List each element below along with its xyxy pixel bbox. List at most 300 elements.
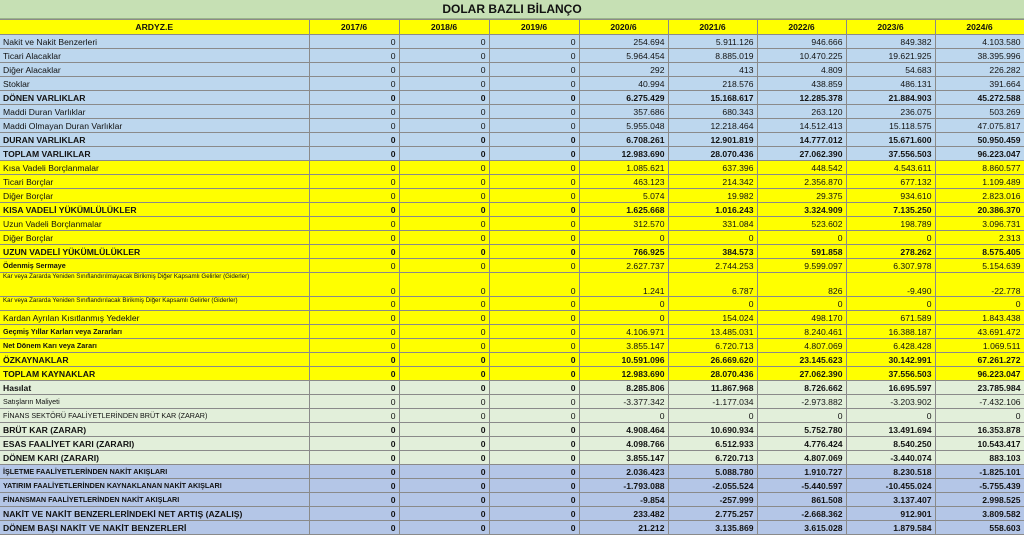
value-cell[interactable]: 21.212 (579, 521, 668, 535)
value-cell[interactable]: 0 (399, 409, 489, 423)
value-cell[interactable]: 766.925 (579, 245, 668, 259)
row-label-cell[interactable]: Diğer Borçlar (0, 231, 309, 245)
value-cell[interactable]: 0 (489, 507, 579, 521)
value-cell[interactable]: 3.324.909 (757, 203, 846, 217)
value-cell[interactable]: 0 (399, 273, 489, 297)
value-cell[interactable]: 0 (399, 259, 489, 273)
value-cell[interactable]: 0 (489, 203, 579, 217)
value-cell[interactable]: 15.168.617 (668, 91, 757, 105)
value-cell[interactable]: 5.911.126 (668, 35, 757, 49)
value-cell[interactable]: 0 (309, 437, 399, 451)
row-label-cell[interactable]: Uzun Vadeli Borçlanmalar (0, 217, 309, 231)
year-header[interactable]: 2020/6 (579, 20, 668, 35)
value-cell[interactable]: 0 (399, 91, 489, 105)
row-label-cell[interactable]: TOPLAM KAYNAKLAR (0, 367, 309, 381)
value-cell[interactable]: 0 (489, 175, 579, 189)
value-cell[interactable]: 0 (489, 521, 579, 535)
row-label-cell[interactable]: ÖZKAYNAKLAR (0, 353, 309, 367)
value-cell[interactable]: 0 (489, 217, 579, 231)
value-cell[interactable]: 0 (489, 493, 579, 507)
value-cell[interactable]: 0 (309, 367, 399, 381)
value-cell[interactable]: 8.726.662 (757, 381, 846, 395)
value-cell[interactable]: 523.602 (757, 217, 846, 231)
value-cell[interactable]: 263.120 (757, 105, 846, 119)
row-label-cell[interactable]: FİNANSMAN FAALİYETLERİNDEN NAKİT AKIŞLARI (0, 493, 309, 507)
value-cell[interactable]: 2.744.253 (668, 259, 757, 273)
value-cell[interactable]: 0 (309, 259, 399, 273)
value-cell[interactable]: 0 (309, 49, 399, 63)
value-cell[interactable]: 4.543.611 (846, 161, 935, 175)
value-cell[interactable]: 0 (489, 147, 579, 161)
value-cell[interactable]: 1.016.243 (668, 203, 757, 217)
value-cell[interactable]: 4.908.464 (579, 423, 668, 437)
value-cell[interactable]: 1.109.489 (935, 175, 1024, 189)
value-cell[interactable]: 0 (309, 245, 399, 259)
value-cell[interactable]: 0 (668, 409, 757, 423)
value-cell[interactable]: 96.223.047 (935, 147, 1024, 161)
value-cell[interactable]: 6.307.978 (846, 259, 935, 273)
value-cell[interactable]: 10.591.096 (579, 353, 668, 367)
value-cell[interactable]: 0 (309, 273, 399, 297)
value-cell[interactable]: 0 (309, 161, 399, 175)
value-cell[interactable]: 637.396 (668, 161, 757, 175)
value-cell[interactable]: 826 (757, 273, 846, 297)
value-cell[interactable]: 9.599.097 (757, 259, 846, 273)
value-cell[interactable]: 292 (579, 63, 668, 77)
value-cell[interactable]: -2.055.524 (668, 479, 757, 493)
value-cell[interactable]: 47.075.817 (935, 119, 1024, 133)
value-cell[interactable]: 0 (399, 367, 489, 381)
value-cell[interactable]: 331.084 (668, 217, 757, 231)
row-label-cell[interactable]: KISA VADELİ YÜKÜMLÜLÜKLER (0, 203, 309, 217)
value-cell[interactable]: 0 (309, 493, 399, 507)
value-cell[interactable]: 680.343 (668, 105, 757, 119)
value-cell[interactable]: 0 (399, 77, 489, 91)
value-cell[interactable]: 0 (579, 409, 668, 423)
value-cell[interactable]: 463.123 (579, 175, 668, 189)
row-label-cell[interactable]: Maddi Olmayan Duran Varlıklar (0, 119, 309, 133)
row-label-cell[interactable]: Nakit ve Nakit Benzerleri (0, 35, 309, 49)
value-cell[interactable]: 0 (489, 297, 579, 311)
value-cell[interactable]: 15.671.600 (846, 133, 935, 147)
value-cell[interactable]: 0 (309, 451, 399, 465)
value-cell[interactable]: 0 (489, 189, 579, 203)
value-cell[interactable]: 8.240.461 (757, 325, 846, 339)
value-cell[interactable]: 0 (309, 91, 399, 105)
value-cell[interactable]: 6.708.261 (579, 133, 668, 147)
row-label-cell[interactable]: TOPLAM VARLIKLAR (0, 147, 309, 161)
value-cell[interactable]: 0 (757, 231, 846, 245)
value-cell[interactable]: -5.440.597 (757, 479, 846, 493)
value-cell[interactable]: 2.356.870 (757, 175, 846, 189)
row-label-cell[interactable]: DURAN VARLIKLAR (0, 133, 309, 147)
value-cell[interactable]: 30.142.991 (846, 353, 935, 367)
value-cell[interactable]: 5.154.639 (935, 259, 1024, 273)
value-cell[interactable]: -2.973.882 (757, 395, 846, 409)
value-cell[interactable]: 0 (309, 231, 399, 245)
row-label-cell[interactable]: DÖNEM KARI (ZARARI) (0, 451, 309, 465)
value-cell[interactable]: 883.103 (935, 451, 1024, 465)
value-cell[interactable]: 16.388.187 (846, 325, 935, 339)
value-cell[interactable]: 0 (668, 297, 757, 311)
value-cell[interactable]: 19.621.925 (846, 49, 935, 63)
value-cell[interactable]: 0 (309, 133, 399, 147)
value-cell[interactable]: 0 (399, 339, 489, 353)
value-cell[interactable]: 503.269 (935, 105, 1024, 119)
value-cell[interactable]: -7.432.106 (935, 395, 1024, 409)
value-cell[interactable]: 0 (309, 147, 399, 161)
value-cell[interactable]: 0 (489, 77, 579, 91)
value-cell[interactable]: 8.540.250 (846, 437, 935, 451)
value-cell[interactable]: 0 (489, 437, 579, 451)
row-label-cell[interactable]: NAKİT VE NAKİT BENZERLERİNDEKİ NET ARTIŞ (AZALIŞ) (0, 507, 309, 521)
value-cell[interactable]: 67.261.272 (935, 353, 1024, 367)
value-cell[interactable]: 0 (489, 231, 579, 245)
value-cell[interactable]: 946.666 (757, 35, 846, 49)
value-cell[interactable]: 2.627.737 (579, 259, 668, 273)
value-cell[interactable]: -3.203.902 (846, 395, 935, 409)
value-cell[interactable]: 413 (668, 63, 757, 77)
value-cell[interactable]: 4.807.069 (757, 451, 846, 465)
value-cell[interactable]: 3.855.147 (579, 451, 668, 465)
value-cell[interactable]: 0 (846, 297, 935, 311)
value-cell[interactable]: 0 (309, 479, 399, 493)
value-cell[interactable]: 0 (489, 273, 579, 297)
value-cell[interactable]: 2.998.525 (935, 493, 1024, 507)
value-cell[interactable]: 0 (309, 521, 399, 535)
value-cell[interactable]: 0 (399, 147, 489, 161)
row-label-cell[interactable]: Maddi Duran Varlıklar (0, 105, 309, 119)
value-cell[interactable]: 498.170 (757, 311, 846, 325)
value-cell[interactable]: 0 (309, 203, 399, 217)
value-cell[interactable]: 6.275.429 (579, 91, 668, 105)
value-cell[interactable]: 1.069.511 (935, 339, 1024, 353)
value-cell[interactable]: 0 (489, 35, 579, 49)
value-cell[interactable]: 0 (489, 63, 579, 77)
value-cell[interactable]: 37.556.503 (846, 367, 935, 381)
value-cell[interactable]: 0 (309, 77, 399, 91)
value-cell[interactable]: 12.285.378 (757, 91, 846, 105)
row-label-cell[interactable]: Ticari Alacaklar (0, 49, 309, 63)
value-cell[interactable]: 5.964.454 (579, 49, 668, 63)
row-label-cell[interactable]: Ticari Borçlar (0, 175, 309, 189)
value-cell[interactable]: 10.470.225 (757, 49, 846, 63)
value-cell[interactable]: 198.789 (846, 217, 935, 231)
value-cell[interactable]: 0 (399, 297, 489, 311)
value-cell[interactable]: 934.610 (846, 189, 935, 203)
value-cell[interactable]: 0 (399, 423, 489, 437)
value-cell[interactable]: 23.145.623 (757, 353, 846, 367)
value-cell[interactable]: 8.285.806 (579, 381, 668, 395)
value-cell[interactable]: -257.999 (668, 493, 757, 507)
value-cell[interactable]: 0 (489, 367, 579, 381)
year-header[interactable]: 2017/6 (309, 20, 399, 35)
value-cell[interactable]: 15.118.575 (846, 119, 935, 133)
value-cell[interactable]: 0 (489, 395, 579, 409)
value-cell[interactable]: 391.664 (935, 77, 1024, 91)
row-label-cell[interactable]: Kar veya Zararda Yeniden Sınıflandırılacak Birikmiş Diğer Kapsamlı Gelirler (Giderler) (0, 297, 309, 311)
value-cell[interactable]: 677.132 (846, 175, 935, 189)
row-label-cell[interactable]: İŞLETME FAALİYETLERİNDEN NAKİT AKIŞLARI (0, 465, 309, 479)
value-cell[interactable]: 278.262 (846, 245, 935, 259)
value-cell[interactable]: 0 (399, 49, 489, 63)
value-cell[interactable]: 1.625.668 (579, 203, 668, 217)
value-cell[interactable]: 0 (399, 175, 489, 189)
value-cell[interactable]: 4.106.971 (579, 325, 668, 339)
value-cell[interactable]: 0 (489, 105, 579, 119)
value-cell[interactable]: 14.777.012 (757, 133, 846, 147)
value-cell[interactable]: 233.482 (579, 507, 668, 521)
value-cell[interactable]: 0 (489, 339, 579, 353)
value-cell[interactable]: 0 (309, 507, 399, 521)
value-cell[interactable]: 37.556.503 (846, 147, 935, 161)
value-cell[interactable]: 0 (489, 465, 579, 479)
value-cell[interactable]: 0 (399, 189, 489, 203)
value-cell[interactable]: 0 (489, 91, 579, 105)
value-cell[interactable]: 12.983.690 (579, 367, 668, 381)
value-cell[interactable]: 1.879.584 (846, 521, 935, 535)
value-cell[interactable]: 0 (489, 245, 579, 259)
value-cell[interactable]: 591.858 (757, 245, 846, 259)
row-label-cell[interactable]: Diğer Alacaklar (0, 63, 309, 77)
value-cell[interactable]: 20.386.370 (935, 203, 1024, 217)
row-label-cell[interactable]: DÖNEN VARLIKLAR (0, 91, 309, 105)
value-cell[interactable]: 0 (309, 119, 399, 133)
value-cell[interactable]: 0 (399, 161, 489, 175)
value-cell[interactable]: 6.787 (668, 273, 757, 297)
value-cell[interactable]: 438.859 (757, 77, 846, 91)
value-cell[interactable]: 4.776.424 (757, 437, 846, 451)
row-label-cell[interactable]: YATIRIM FAALİYETLERİNDEN KAYNAKLANAN NAKİT AKIŞLARI (0, 479, 309, 493)
value-cell[interactable]: 27.062.390 (757, 367, 846, 381)
row-label-cell[interactable]: Diğer Borçlar (0, 189, 309, 203)
value-cell[interactable]: 0 (309, 465, 399, 479)
value-cell[interactable]: 226.282 (935, 63, 1024, 77)
value-cell[interactable]: -1.793.088 (579, 479, 668, 493)
row-label-cell[interactable]: Net Dönem Karı veya Zararı (0, 339, 309, 353)
value-cell[interactable]: 0 (399, 105, 489, 119)
value-cell[interactable]: 12.901.819 (668, 133, 757, 147)
value-cell[interactable]: -9.490 (846, 273, 935, 297)
value-cell[interactable]: -3.377.342 (579, 395, 668, 409)
value-cell[interactable]: 0 (399, 203, 489, 217)
value-cell[interactable]: 254.694 (579, 35, 668, 49)
value-cell[interactable]: 0 (399, 381, 489, 395)
value-cell[interactable]: -9.854 (579, 493, 668, 507)
value-cell[interactable]: 0 (846, 409, 935, 423)
value-cell[interactable]: 54.683 (846, 63, 935, 77)
value-cell[interactable]: 5.088.780 (668, 465, 757, 479)
value-cell[interactable]: 2.775.257 (668, 507, 757, 521)
value-cell[interactable]: 0 (489, 133, 579, 147)
value-cell[interactable]: 5.752.780 (757, 423, 846, 437)
value-cell[interactable]: 0 (399, 437, 489, 451)
value-cell[interactable]: 0 (579, 311, 668, 325)
value-cell[interactable]: 312.570 (579, 217, 668, 231)
value-cell[interactable]: 0 (309, 175, 399, 189)
value-cell[interactable]: 0 (399, 311, 489, 325)
value-cell[interactable]: 50.950.459 (935, 133, 1024, 147)
value-cell[interactable]: 0 (489, 479, 579, 493)
value-cell[interactable]: -5.755.439 (935, 479, 1024, 493)
value-cell[interactable]: 0 (757, 409, 846, 423)
value-cell[interactable]: 3.096.731 (935, 217, 1024, 231)
row-label-cell[interactable]: Geçmiş Yıllar Karları veya Zararları (0, 325, 309, 339)
value-cell[interactable]: 96.223.047 (935, 367, 1024, 381)
value-cell[interactable]: -3.440.074 (846, 451, 935, 465)
value-cell[interactable]: 1.910.727 (757, 465, 846, 479)
value-cell[interactable]: 16.353.878 (935, 423, 1024, 437)
value-cell[interactable]: 3.135.869 (668, 521, 757, 535)
value-cell[interactable]: 8.860.577 (935, 161, 1024, 175)
value-cell[interactable]: 0 (489, 409, 579, 423)
value-cell[interactable]: 23.785.984 (935, 381, 1024, 395)
row-label-cell[interactable]: Kar veya Zararda Yeniden Sınıflandırılmayacak Birikmiş Diğer Kapsamlı Gelirler (Giderler) (0, 273, 309, 297)
value-cell[interactable]: 0 (309, 395, 399, 409)
value-cell[interactable]: 0 (309, 381, 399, 395)
value-cell[interactable]: 0 (935, 297, 1024, 311)
value-cell[interactable]: 0 (579, 297, 668, 311)
value-cell[interactable]: 0 (309, 35, 399, 49)
value-cell[interactable]: 28.070.436 (668, 147, 757, 161)
value-cell[interactable]: 10.543.417 (935, 437, 1024, 451)
value-cell[interactable]: -10.455.024 (846, 479, 935, 493)
value-cell[interactable]: 214.342 (668, 175, 757, 189)
value-cell[interactable]: -1.177.034 (668, 395, 757, 409)
value-cell[interactable]: 0 (668, 231, 757, 245)
value-cell[interactable]: 0 (489, 325, 579, 339)
value-cell[interactable]: 448.542 (757, 161, 846, 175)
value-cell[interactable]: 2.823.016 (935, 189, 1024, 203)
row-label-cell[interactable]: ESAS FAALİYET KARI (ZARARI) (0, 437, 309, 451)
value-cell[interactable]: 0 (309, 297, 399, 311)
year-header[interactable]: 2021/6 (668, 20, 757, 35)
value-cell[interactable]: 0 (309, 353, 399, 367)
value-cell[interactable]: 0 (399, 119, 489, 133)
value-cell[interactable]: 7.135.250 (846, 203, 935, 217)
value-cell[interactable]: 4.103.580 (935, 35, 1024, 49)
value-cell[interactable]: 40.994 (579, 77, 668, 91)
value-cell[interactable]: 28.070.436 (668, 367, 757, 381)
value-cell[interactable]: 671.589 (846, 311, 935, 325)
value-cell[interactable]: 849.382 (846, 35, 935, 49)
value-cell[interactable]: 0 (399, 395, 489, 409)
value-cell[interactable]: 0 (399, 325, 489, 339)
row-label-cell[interactable]: Ödenmiş Sermaye (0, 259, 309, 273)
row-label-cell[interactable]: Stoklar (0, 77, 309, 91)
value-cell[interactable]: 26.669.620 (668, 353, 757, 367)
value-cell[interactable]: 21.884.903 (846, 91, 935, 105)
value-cell[interactable]: 4.098.766 (579, 437, 668, 451)
value-cell[interactable]: 12.983.690 (579, 147, 668, 161)
value-cell[interactable]: 0 (935, 409, 1024, 423)
value-cell[interactable]: 0 (399, 231, 489, 245)
value-cell[interactable]: 0 (309, 217, 399, 231)
value-cell[interactable]: 154.024 (668, 311, 757, 325)
value-cell[interactable]: -2.668.362 (757, 507, 846, 521)
value-cell[interactable]: 0 (399, 353, 489, 367)
value-cell[interactable]: 0 (399, 507, 489, 521)
value-cell[interactable]: 0 (399, 63, 489, 77)
value-cell[interactable]: 0 (489, 451, 579, 465)
value-cell[interactable]: 19.982 (668, 189, 757, 203)
value-cell[interactable]: 357.686 (579, 105, 668, 119)
value-cell[interactable]: 0 (399, 451, 489, 465)
value-cell[interactable]: 0 (399, 465, 489, 479)
value-cell[interactable]: 0 (489, 49, 579, 63)
value-cell[interactable]: 3.855.147 (579, 339, 668, 353)
value-cell[interactable]: 8.230.518 (846, 465, 935, 479)
value-cell[interactable]: 218.576 (668, 77, 757, 91)
value-cell[interactable]: 0 (579, 231, 668, 245)
value-cell[interactable]: 1.085.621 (579, 161, 668, 175)
value-cell[interactable]: 3.809.582 (935, 507, 1024, 521)
value-cell[interactable]: 3.615.028 (757, 521, 846, 535)
year-header[interactable]: 2023/6 (846, 20, 935, 35)
value-cell[interactable]: 0 (399, 133, 489, 147)
value-cell[interactable]: 0 (309, 409, 399, 423)
value-cell[interactable]: 0 (309, 423, 399, 437)
value-cell[interactable]: 4.807.069 (757, 339, 846, 353)
value-cell[interactable]: 1.843.438 (935, 311, 1024, 325)
value-cell[interactable]: 43.691.472 (935, 325, 1024, 339)
value-cell[interactable]: 558.603 (935, 521, 1024, 535)
value-cell[interactable]: 0 (399, 479, 489, 493)
value-cell[interactable]: 486.131 (846, 77, 935, 91)
value-cell[interactable]: 27.062.390 (757, 147, 846, 161)
value-cell[interactable]: 10.690.934 (668, 423, 757, 437)
value-cell[interactable]: 0 (757, 297, 846, 311)
value-cell[interactable]: 14.512.413 (757, 119, 846, 133)
value-cell[interactable]: 0 (399, 35, 489, 49)
value-cell[interactable]: 912.901 (846, 507, 935, 521)
year-header[interactable]: 2022/6 (757, 20, 846, 35)
value-cell[interactable]: 29.375 (757, 189, 846, 203)
value-cell[interactable]: 0 (399, 521, 489, 535)
row-label-cell[interactable]: FİNANS SEKTÖRÜ FAALİYETLERİNDEN BRÜT KAR (ZARAR) (0, 409, 309, 423)
value-cell[interactable]: 8.885.019 (668, 49, 757, 63)
value-cell[interactable]: 0 (846, 231, 935, 245)
value-cell[interactable]: 0 (309, 339, 399, 353)
value-cell[interactable]: 0 (489, 423, 579, 437)
year-header[interactable]: 2019/6 (489, 20, 579, 35)
value-cell[interactable]: 2.036.423 (579, 465, 668, 479)
value-cell[interactable]: 0 (309, 325, 399, 339)
value-cell[interactable]: 0 (309, 63, 399, 77)
value-cell[interactable]: 0 (309, 105, 399, 119)
row-label-cell[interactable]: Kısa Vadeli Borçlanmalar (0, 161, 309, 175)
value-cell[interactable]: 0 (489, 311, 579, 325)
value-cell[interactable]: 4.809 (757, 63, 846, 77)
value-cell[interactable]: 0 (399, 217, 489, 231)
row-label-cell[interactable]: Hasılat (0, 381, 309, 395)
value-cell[interactable]: 236.075 (846, 105, 935, 119)
value-cell[interactable]: 0 (489, 259, 579, 273)
row-label-cell[interactable]: DÖNEM BAŞI NAKİT VE NAKİT BENZERLERİ (0, 521, 309, 535)
value-cell[interactable]: 6.720.713 (668, 339, 757, 353)
value-cell[interactable]: 45.272.588 (935, 91, 1024, 105)
value-cell[interactable]: -22.778 (935, 273, 1024, 297)
value-cell[interactable]: 12.218.464 (668, 119, 757, 133)
value-cell[interactable]: 5.955.048 (579, 119, 668, 133)
value-cell[interactable]: 861.508 (757, 493, 846, 507)
value-cell[interactable]: 0 (399, 245, 489, 259)
value-cell[interactable]: 0 (309, 311, 399, 325)
row-label-cell[interactable]: BRÜT KAR (ZARAR) (0, 423, 309, 437)
value-cell[interactable]: 0 (399, 493, 489, 507)
value-cell[interactable]: -1.825.101 (935, 465, 1024, 479)
year-header[interactable]: 2024/6 (935, 20, 1024, 35)
